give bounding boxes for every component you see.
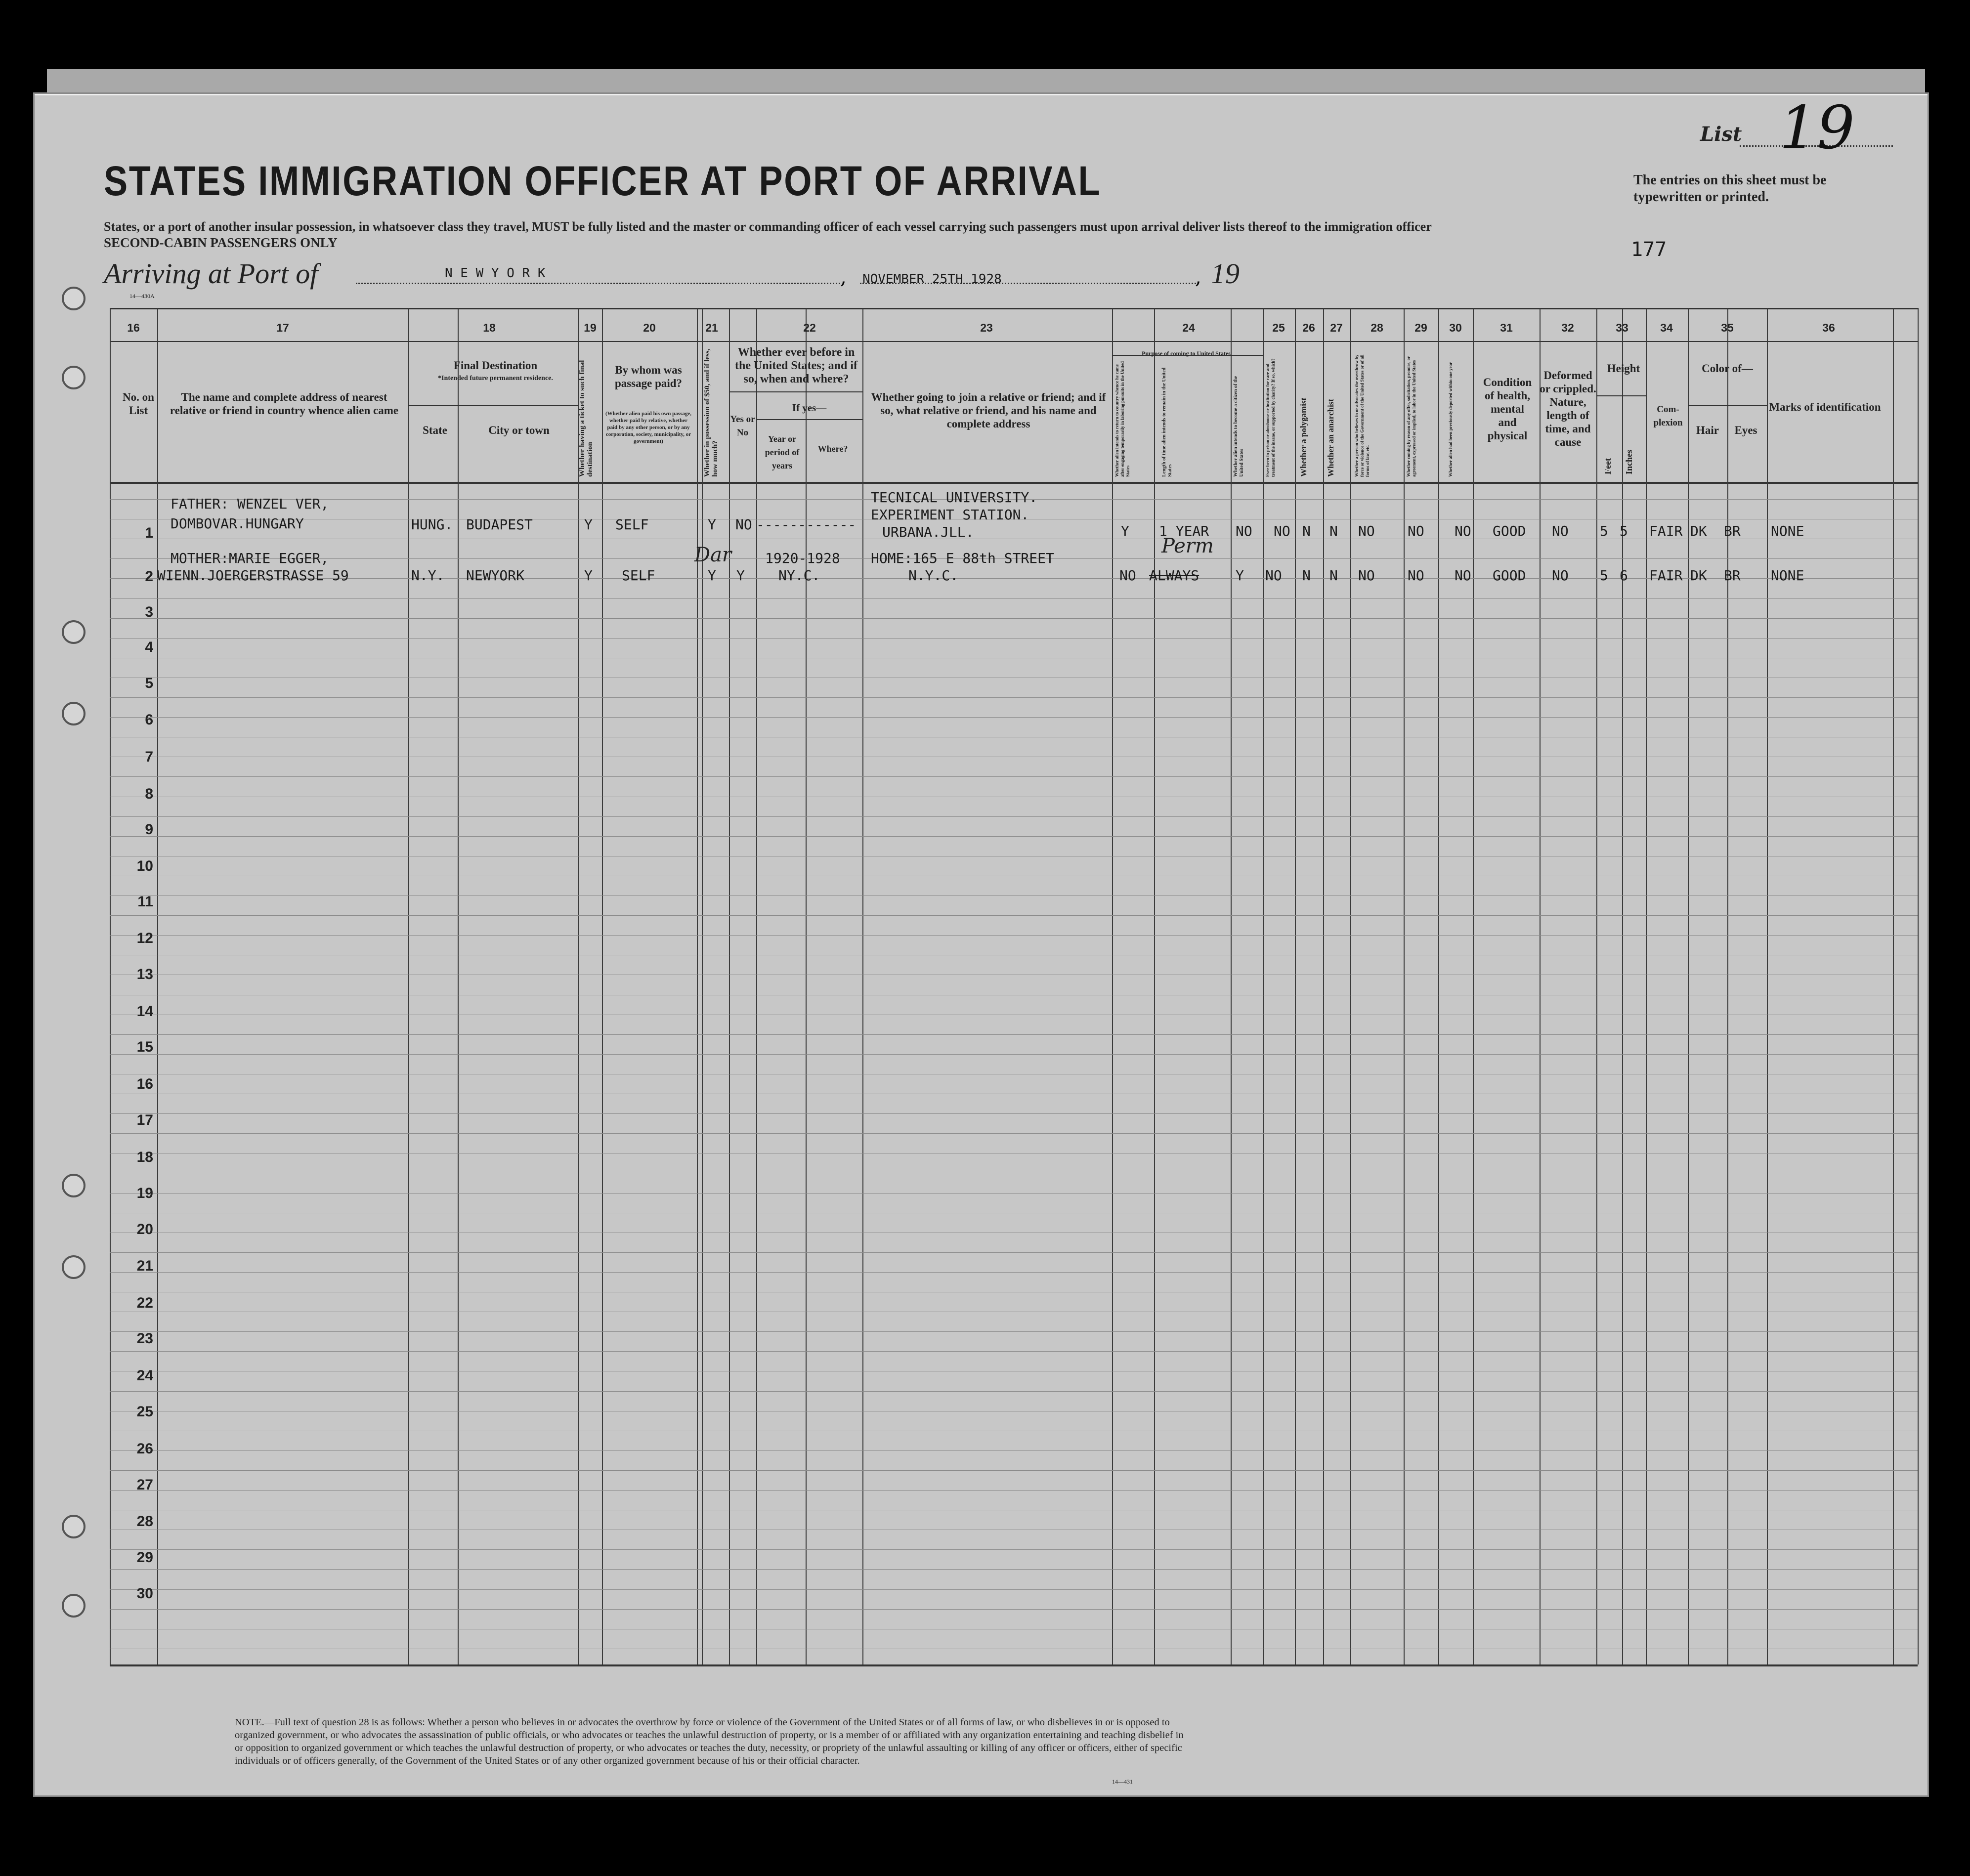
row-number: 3 bbox=[145, 604, 153, 620]
header-possession: Whether in possession of $50, and if less, how much? bbox=[703, 348, 719, 477]
subheader-rule bbox=[756, 419, 862, 420]
row-rule bbox=[110, 895, 1918, 896]
header-deformed: Deformed or crippled. Nature, length of time, and cause bbox=[1540, 369, 1596, 448]
row-number: 29 bbox=[136, 1549, 153, 1566]
column-rule bbox=[806, 308, 807, 1664]
column-number: 16 bbox=[127, 321, 140, 334]
row2-hair: DK bbox=[1690, 567, 1707, 584]
row2-feet: 5 bbox=[1600, 567, 1608, 584]
header-purpose-b: Length of time alien intends to remain in the United States bbox=[1161, 367, 1173, 477]
row1-purpose-b: 1 YEAR bbox=[1159, 523, 1209, 539]
date-value: NOVEMBER 25TH 1928 bbox=[862, 272, 1002, 287]
row-rule bbox=[110, 598, 1918, 599]
column-rule bbox=[110, 308, 111, 1664]
column-number: 20 bbox=[643, 321, 656, 334]
row-number: 24 bbox=[136, 1367, 153, 1384]
header-purpose-c: Whether alien intends to become a citizen of the United States bbox=[1233, 376, 1244, 477]
comma: , bbox=[840, 266, 847, 289]
binder-hole bbox=[62, 620, 86, 644]
row-rule bbox=[110, 1193, 1918, 1194]
header-final-destination-note: *Intended future permanent residence. bbox=[438, 375, 553, 382]
row1-feet: 5 bbox=[1600, 523, 1608, 539]
comma: , bbox=[1195, 266, 1201, 289]
row-number: 23 bbox=[136, 1330, 153, 1347]
row2-prison: NO bbox=[1265, 567, 1282, 584]
row-number: 26 bbox=[136, 1441, 153, 1457]
header-marks: Marks of identification bbox=[1769, 401, 1881, 413]
entries-note: The entries on this sheet must be typewritten or printed. bbox=[1633, 172, 1827, 205]
row-number: 8 bbox=[145, 786, 153, 802]
row-rule bbox=[110, 618, 1918, 619]
column-rule bbox=[1540, 308, 1541, 1664]
row-number: 11 bbox=[137, 894, 153, 910]
row-rule bbox=[110, 697, 1918, 698]
row1-join-line2: EXPERIMENT STATION. bbox=[871, 507, 1029, 523]
row-rule bbox=[110, 638, 1918, 639]
column-rule bbox=[157, 308, 158, 1664]
column-number: 33 bbox=[1616, 321, 1628, 334]
column-rule bbox=[1350, 308, 1351, 1664]
column-rule bbox=[1473, 308, 1474, 1664]
row-rule bbox=[110, 1490, 1918, 1491]
binder-hole bbox=[62, 1594, 86, 1618]
table-bottom-border bbox=[110, 1664, 1918, 1666]
header-deported: Whether alien had been previously deported within one year bbox=[1448, 362, 1453, 477]
row2-marks: NONE bbox=[1771, 567, 1804, 584]
column-rule bbox=[1323, 308, 1324, 1664]
column-rule bbox=[1295, 308, 1296, 1664]
footer-note: NOTE.—Full text of question 28 is as follows: Whether a person who believes in or advocates the overthrow by force or violence of the Government of the United States or of all forms of law, or who disbelieves in or is opposed to organized government, or who advocates the assassination of public officials, or who advocates or teaches the unlawful destruction of property, or is a member of or affiliated with any organization entertaining and teaching disbelief in or opposition to organized government or which teaches the unlawful destruction of property, or who advocates or teaches the duty, necessity, or propriety of the unlawful assaulting or killing of any officer or officers, either of specific individuals or of officers generally, of the Government of the United States or of any other organized government because of his or their official character. bbox=[235, 1717, 1184, 1766]
row-rule bbox=[110, 1589, 1918, 1590]
row2-join-line1: HOME:165 E 88th STREET bbox=[871, 550, 1054, 566]
list-number: 19 bbox=[1779, 94, 1855, 163]
port-value: N E W Y O R K bbox=[445, 266, 546, 281]
row2-handwritten-possession: Dar bbox=[694, 544, 732, 566]
column-rule bbox=[1918, 308, 1919, 1664]
row-number: 6 bbox=[145, 712, 153, 728]
column-rule bbox=[862, 308, 863, 1664]
column-rule bbox=[1646, 308, 1647, 1664]
row-rule bbox=[110, 915, 1918, 916]
row-rule bbox=[110, 1470, 1918, 1471]
row-rule bbox=[110, 1252, 1918, 1253]
row-number: 4 bbox=[145, 639, 153, 655]
row-number: 5 bbox=[145, 675, 153, 691]
header-no-on-list: No. on List bbox=[123, 391, 154, 417]
row1-q29: NO bbox=[1408, 523, 1424, 539]
row-number: 16 bbox=[136, 1076, 153, 1092]
column-rule bbox=[602, 308, 603, 1664]
row-number: 9 bbox=[145, 821, 153, 838]
column-rule bbox=[697, 308, 698, 1664]
row-rule bbox=[110, 1054, 1918, 1055]
column-rule bbox=[756, 308, 757, 1664]
column-number: 32 bbox=[1561, 321, 1574, 334]
header-where: Where? bbox=[817, 444, 848, 454]
header-passage: By whom was passage paid? bbox=[614, 364, 683, 389]
header-feet: Feet bbox=[1603, 458, 1613, 474]
column-number: 29 bbox=[1414, 321, 1427, 334]
column-rule bbox=[408, 308, 409, 1664]
row1-deformed: NO bbox=[1552, 523, 1569, 539]
row2-purpose-b: ALWAYS bbox=[1149, 567, 1199, 584]
column-rule bbox=[1727, 308, 1728, 1664]
row1-state: HUNG. bbox=[411, 516, 453, 533]
row-number: 30 bbox=[136, 1585, 153, 1602]
year-prefix: 19 bbox=[1211, 257, 1240, 290]
header-yes-no: Yes or No bbox=[730, 414, 755, 438]
column-rule bbox=[1263, 308, 1264, 1664]
header-complexion: Com- plexion bbox=[1653, 404, 1683, 428]
row1-relative-line1: FATHER: WENZEL VER, bbox=[171, 496, 329, 512]
header-question-28: Whether a person who believes in or advocates the overthrow by force or violence of the Government of the United States or of all forms of law, etc. bbox=[1354, 354, 1370, 477]
binder-hole bbox=[62, 1515, 86, 1538]
header-city: City or town bbox=[488, 424, 550, 436]
row1-complexion: FAIR bbox=[1649, 523, 1683, 539]
row1-relative-line2: DOMBOVAR.HUNGARY bbox=[171, 515, 304, 532]
header-relative: The name and complete address of nearest relative or friend in country whence alien came bbox=[170, 391, 399, 417]
row-rule bbox=[110, 935, 1918, 936]
header-color-of: Color of— bbox=[1702, 362, 1753, 375]
column-rule bbox=[702, 308, 703, 1664]
header-purpose-a: Whether alien intends to return to country whence he came after engaging temporarily in laboring pursuits in the United States bbox=[1114, 361, 1130, 477]
header-join: Whether going to join a relative or friend; and if so, what relative or friend, and his name and complete address bbox=[871, 391, 1106, 430]
row-number: 25 bbox=[136, 1404, 153, 1420]
row-rule bbox=[110, 1391, 1918, 1392]
header-question-29: Whether coming by reason of any offer, solicitation, promise, or agreement, expressed or implied, to labor in the United States bbox=[1406, 356, 1416, 477]
subtitle: States, or a port of another insular possession, in whatsoever class they travel, MUST be fully listed and the master or commanding officer of each vessel carrying such passengers must upon arrival deliver lists thereof to the immigration officer bbox=[104, 219, 1432, 234]
row1-eyes: BR bbox=[1724, 523, 1741, 539]
row2-inches: 6 bbox=[1620, 567, 1628, 584]
header-year-period: Year or period of years bbox=[765, 434, 800, 470]
column-rule bbox=[729, 308, 730, 1664]
subheader-rule bbox=[408, 405, 578, 406]
header-prison: Ever been in prison or almshouse or institution for care and treatment of the insane, or supported by charity? If so, which? bbox=[1265, 358, 1276, 477]
column-rule bbox=[1893, 308, 1894, 1664]
header-if-yes: If yes— bbox=[792, 402, 827, 414]
row2-ticket: Y bbox=[584, 567, 593, 584]
column-number: 19 bbox=[584, 321, 597, 334]
row-number: 19 bbox=[136, 1185, 153, 1201]
row-number: 10 bbox=[136, 858, 153, 874]
header-before: Whether ever before in the United States; and if so, when and where? bbox=[734, 346, 857, 385]
row1-join-line1: TECNICAL UNIVERSITY. bbox=[871, 489, 1038, 506]
row1-passage: SELF bbox=[615, 516, 649, 533]
row2-state: N.Y. bbox=[411, 567, 445, 584]
row2-handwritten-purpose: Perm bbox=[1161, 535, 1214, 557]
column-rule bbox=[1767, 308, 1768, 1664]
row1-anarchist: N bbox=[1329, 523, 1338, 539]
header-hair: Hair bbox=[1696, 424, 1719, 436]
row-rule bbox=[110, 1272, 1918, 1273]
row2-health: GOOD bbox=[1493, 567, 1526, 584]
row2-before-where: NY.C. bbox=[778, 567, 820, 584]
row2-eyes: BR bbox=[1724, 567, 1741, 584]
row2-polygamist: N bbox=[1302, 567, 1311, 584]
column-number: 22 bbox=[803, 321, 816, 334]
row1-purpose-a: Y bbox=[1121, 523, 1129, 539]
form-code: 14—430A bbox=[129, 293, 155, 299]
row2-possession: Y bbox=[708, 567, 716, 584]
row-number: 7 bbox=[145, 749, 153, 765]
header-purpose: Purpose of coming to United States bbox=[1142, 350, 1231, 357]
row-number: 28 bbox=[136, 1513, 153, 1530]
row1-ticket: Y bbox=[584, 516, 593, 533]
header-passage-note: (Whether alien paid his own passage, whether paid by relative, whether paid by any other person, or by any corporation, society, municipality, or government) bbox=[605, 411, 691, 444]
cabin-label: SECOND-CABIN PASSENGERS ONLY bbox=[104, 235, 338, 250]
column-rule bbox=[578, 308, 579, 1664]
row1-prison: NO bbox=[1274, 523, 1290, 539]
header-height: Height bbox=[1607, 362, 1640, 375]
row2-anarchist: N bbox=[1329, 567, 1338, 584]
row-rule bbox=[110, 1549, 1918, 1550]
row-rule bbox=[110, 1569, 1918, 1570]
row1-possession: Y bbox=[708, 516, 716, 533]
column-number: 26 bbox=[1302, 321, 1315, 334]
row2-city: NEWYORK bbox=[466, 567, 525, 584]
row2-deformed: NO bbox=[1552, 567, 1569, 584]
column-rule bbox=[458, 308, 459, 1664]
row-number: 17 bbox=[136, 1112, 153, 1128]
row1-marks: NONE bbox=[1771, 523, 1804, 539]
column-rule bbox=[1112, 308, 1113, 1664]
header-health: Condition of health, mental and physical bbox=[1483, 376, 1532, 442]
column-rule bbox=[1688, 308, 1689, 1664]
row1-join-line3: URBANA.JLL. bbox=[882, 524, 974, 540]
column-rule bbox=[1231, 308, 1232, 1664]
row-rule bbox=[110, 578, 1918, 579]
column-number: 23 bbox=[980, 321, 993, 334]
subheader-rule bbox=[1596, 395, 1646, 396]
subheader-rule bbox=[729, 391, 862, 392]
header-final-destination: Final Destination bbox=[453, 359, 538, 372]
row1-q28: NO bbox=[1358, 523, 1375, 539]
column-rule bbox=[1154, 308, 1155, 1664]
row1-before: NO bbox=[735, 516, 752, 533]
column-number: 31 bbox=[1500, 321, 1513, 334]
row-number: 2 bbox=[145, 568, 153, 585]
row2-purpose-a: NO bbox=[1119, 567, 1136, 584]
row2-passage: SELF bbox=[622, 567, 655, 584]
row-number: 18 bbox=[136, 1149, 153, 1165]
row-rule bbox=[110, 1351, 1918, 1352]
row-number: 22 bbox=[136, 1295, 153, 1311]
row-number: 21 bbox=[136, 1258, 153, 1274]
column-number: 28 bbox=[1370, 321, 1383, 334]
row-rule bbox=[110, 1113, 1918, 1114]
sheet-number: 177 bbox=[1631, 238, 1667, 261]
header-inches: Inches bbox=[1624, 449, 1634, 474]
column-rule bbox=[1404, 308, 1405, 1664]
binder-hole bbox=[62, 366, 86, 389]
header-state: State bbox=[423, 424, 447, 436]
column-rule bbox=[1596, 308, 1597, 1664]
row2-join-line2: N.Y.C. bbox=[908, 567, 959, 584]
row2-relative-line1: MOTHER:MARIE EGGER, bbox=[171, 550, 329, 566]
row-rule bbox=[110, 816, 1918, 817]
row-number: 27 bbox=[136, 1477, 153, 1493]
subheader-rule bbox=[1688, 405, 1767, 406]
row-rule bbox=[110, 1133, 1918, 1134]
row-number: 14 bbox=[136, 1003, 153, 1020]
row1-before-period: ------------ bbox=[756, 516, 857, 533]
row1-inches: 5 bbox=[1620, 523, 1628, 539]
column-number: 17 bbox=[276, 321, 289, 334]
row1-city: BUDAPEST bbox=[466, 516, 533, 533]
column-number: 34 bbox=[1660, 321, 1673, 334]
column-number: 36 bbox=[1822, 321, 1835, 334]
row-rule bbox=[110, 717, 1918, 718]
column-number: 35 bbox=[1721, 321, 1734, 334]
row1-hair: DK bbox=[1690, 523, 1707, 539]
row2-relative-line2: WIENN.JOERGERSTRASSE 59 bbox=[157, 567, 349, 584]
column-number: 25 bbox=[1272, 321, 1285, 334]
row-rule bbox=[110, 1609, 1918, 1610]
row-number: 13 bbox=[136, 966, 153, 982]
page-title: STATES IMMIGRATION OFFICER AT PORT OF ARRIVAL bbox=[104, 158, 1102, 204]
binder-hole bbox=[62, 1255, 86, 1279]
column-rule bbox=[1622, 308, 1623, 1664]
column-number: 18 bbox=[483, 321, 496, 334]
row-rule bbox=[110, 776, 1918, 777]
row2-deported: NO bbox=[1455, 567, 1471, 584]
footer-form-code: 14—431 bbox=[1112, 1778, 1133, 1785]
column-number: 24 bbox=[1182, 321, 1195, 334]
manifest-sheet bbox=[35, 94, 1927, 1795]
binder-hole bbox=[62, 287, 86, 310]
row2-before: Y bbox=[736, 567, 745, 584]
row-rule bbox=[110, 836, 1918, 837]
row-number: 12 bbox=[136, 930, 153, 946]
row2-q29: NO bbox=[1408, 567, 1424, 584]
row-rule bbox=[110, 1034, 1918, 1035]
column-number: 21 bbox=[705, 321, 718, 334]
row-number: 15 bbox=[136, 1039, 153, 1055]
row1-health: GOOD bbox=[1493, 523, 1526, 539]
header-eyes: Eyes bbox=[1734, 424, 1757, 436]
row2-q28: NO bbox=[1358, 567, 1375, 584]
header-ticket: Whether having a ticket to such final destination bbox=[578, 360, 594, 477]
row-rule bbox=[110, 1331, 1918, 1332]
header-polygamist: Whether a polygamist bbox=[1299, 397, 1308, 477]
column-number: 27 bbox=[1330, 321, 1343, 334]
row1-polygamist: N bbox=[1302, 523, 1311, 539]
row2-before-period: 1920-1928 bbox=[765, 550, 840, 566]
row2-purpose-c: Y bbox=[1236, 567, 1244, 584]
row2-complexion: FAIR bbox=[1649, 567, 1683, 584]
binder-hole bbox=[62, 702, 86, 725]
row-rule bbox=[110, 1450, 1918, 1451]
row-number: 20 bbox=[136, 1221, 153, 1237]
header-anarchist: Whether an anarchist bbox=[1326, 398, 1335, 477]
column-rule bbox=[1438, 308, 1439, 1664]
list-label: List bbox=[1700, 123, 1742, 146]
binder-hole bbox=[62, 1174, 86, 1197]
row1-purpose-c: NO bbox=[1236, 523, 1252, 539]
row1-deported: NO bbox=[1455, 523, 1471, 539]
column-number: 30 bbox=[1449, 321, 1462, 334]
row-number: 1 bbox=[145, 525, 153, 541]
port-line bbox=[356, 283, 840, 284]
arriving-label: Arriving at Port of bbox=[104, 257, 318, 290]
